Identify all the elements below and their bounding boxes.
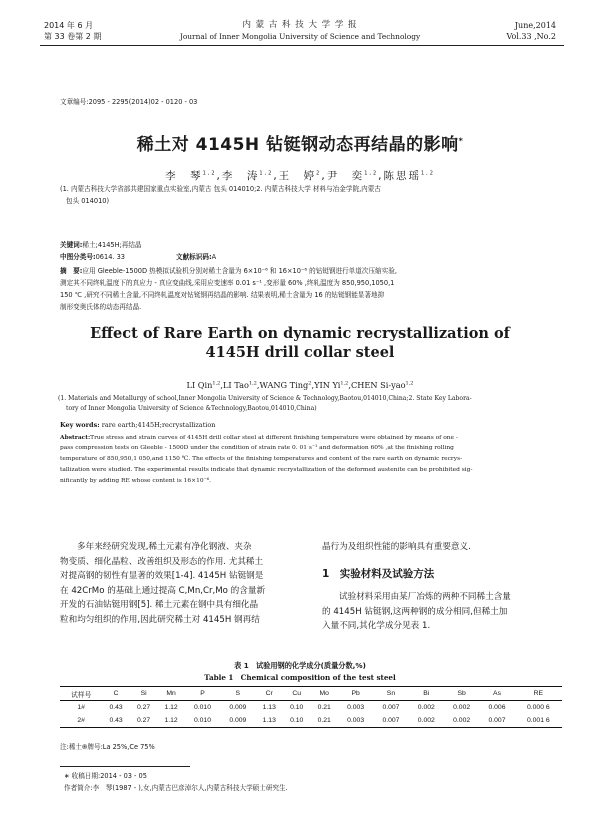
keywords-en-label: Key words: — [60, 421, 100, 429]
author-affil: 1,2 — [420, 170, 435, 177]
abstract-cn-line3: 150 ℃ ,研究不同稀土含量,不同终轧温度对钻铤钢再结晶的影响. 结果表明,稀土含量为 16 的钻铤钢能显著地抑 — [60, 291, 385, 299]
table-cell: 0.002 — [417, 704, 435, 711]
body-right-intro: 晶行为及组织性能的影响具有重要意义. — [322, 542, 471, 552]
author-en: LI Tao — [222, 380, 249, 390]
table-header-cell: S — [235, 690, 241, 697]
article-number: 文章编号:2095 - 2295(2014)02 - 0120 - 03 — [60, 98, 198, 106]
authors-en: LI Qin$^{1,2}$,LI Tao$^{1,2}$,WANG Ting$^2$,YIN Yi$^{1,2}$,CHEN Si-yao$^{1,2}$ — [186, 380, 414, 390]
abstract-en-line2: pass compression tests on Gleeble - 1500D under the condition of strain rate 0. 01 s⁻¹ and deformation 60% ,at the finishing rolling — [60, 445, 454, 451]
abstract-en-line5: nificantly by adding RE whose content is 16×10⁻⁶. — [60, 478, 211, 484]
title-en-line2: 4145H drill collar steel — [205, 344, 395, 361]
body-left-line: 多年来经研究发现,稀土元素有净化钢液、夹杂 — [77, 542, 252, 552]
footnote-received — [64, 771, 147, 782]
table-cell: 0.43 — [109, 717, 123, 724]
title-cn-footnote-mark: * — [458, 136, 464, 146]
author-affil: 1,2 — [248, 380, 257, 387]
table-cell: 0.006 — [488, 704, 506, 711]
author-affil: 2 — [316, 170, 322, 177]
affiliation-cn-line1: (1. 内蒙古科技大学省部共建国家重点实验室,内蒙古 包头 014010;2. 内蒙古科技大学 材料与冶金学院,内蒙古 — [60, 185, 381, 193]
table-cell: 1.13 — [262, 717, 276, 724]
table-header-cell: Mo — [319, 690, 329, 697]
table-header-cell: Sn — [386, 690, 396, 697]
table-cell: 0.002 — [453, 717, 471, 724]
table-cell: 0.010 — [193, 704, 211, 711]
header-date-cn: 2014 年 6 月 — [44, 21, 94, 30]
author-affil: 2 — [308, 380, 312, 387]
table-cell: 0.009 — [229, 717, 247, 724]
table-cell: 0.10 — [290, 717, 304, 724]
table-cell: 0.001 6 — [526, 717, 550, 724]
body-right-line: 的 4145H 钻铤钢,这两种钢的成分相同,但稀土加 — [322, 606, 508, 617]
body-left-line: 对提高钢的韧性有显著的效果[1-4]. 4145H 钻铤钢是 — [60, 571, 264, 581]
doc-code-label: 文献标识码: — [176, 253, 212, 261]
table-cell: 0.27 — [136, 704, 151, 711]
abstract-en-line3: temperature of 850,950,1 050,and 1150 ℃. The effects of the finishing temperatures and content of the rare earth on dynamic recrys- — [60, 456, 463, 462]
table-header-cell: Bi — [423, 690, 430, 697]
body-left-line: 在 42CrMo 的基础上通过提高 C,Mn,Cr,Mo 的含量新 — [60, 585, 266, 596]
doc-code-value: A — [211, 253, 217, 261]
table-header-cell: Mn — [166, 690, 176, 697]
clc-value: 0614. 33 — [95, 253, 125, 261]
table-cell: 0.000 6 — [526, 704, 550, 711]
table-cell: 2# — [77, 717, 85, 724]
author-en: LI Qin — [186, 380, 213, 390]
table-cell: 1.13 — [262, 704, 276, 711]
table-header-row — [60, 687, 562, 701]
header-journal-en: Journal of Inner Mongolia University of Science and Technology — [179, 32, 421, 41]
table-cell: 1.12 — [164, 704, 178, 711]
keywords-cn-label: 关键词: — [60, 241, 83, 249]
title-cn-text: 稀土对 4145H 钻铤钢动态再结晶的影响 — [136, 135, 459, 155]
table-cell: 0.003 — [347, 717, 365, 724]
header-journal-cn: 内 蒙 古 科 技 大 学 学 报 — [242, 20, 358, 30]
table-header-cell: C — [113, 690, 119, 697]
table-cell: 0.27 — [136, 717, 151, 724]
abstract-cn-line2: 测定其不同终轧温度下的真应力 - 真应变曲线,采用应变速率 0.01 s⁻¹ ,变形量 60% ,终轧温度为 850,950,1050,1 — [60, 279, 395, 287]
table-cell: 0.010 — [193, 717, 211, 724]
table-row — [60, 714, 562, 728]
table-header-cell: Pb — [351, 690, 360, 697]
author-affil: 1,2 — [340, 380, 349, 387]
abstract-en-label: Abstract: — [60, 434, 91, 441]
abstract-cn-line4: 制形变奥氏体的动态再结晶. — [60, 303, 142, 311]
doc-code-line — [176, 252, 216, 263]
table-note: 注:稀土֎牌号:La 25%,Ce 75% — [60, 743, 155, 751]
footnote-rule — [60, 766, 190, 767]
table-caption-cn: 表 1 试验用钢的化学成分(质量分数,%) — [234, 661, 366, 670]
author-cn: 尹 奕 — [326, 170, 365, 182]
table-cell: 0.43 — [109, 704, 123, 711]
table-cell: 0.21 — [317, 704, 331, 711]
title-en-line1: Effect of Rare Earth on dynamic recrystallization of — [90, 325, 510, 342]
affiliation-cn-line2: 包头 014010) — [66, 197, 110, 205]
author-en: WANG Ting — [259, 380, 309, 390]
author-cn: 李 琴 — [165, 170, 203, 182]
footnote-star-icon: ∗ — [64, 772, 72, 780]
abstract-en-text: True stress and strain curves of 4145H drill collar steel at different finishing temperature were obtained by means of one - — [90, 435, 458, 441]
table-header-cell: P — [200, 690, 205, 697]
author-cn: 陈思瑶 — [383, 170, 421, 182]
body-left-line: 物变质、细化晶粒、改善组织及形态的作用. 尤其稀土 — [60, 556, 264, 567]
table-cell: 0.009 — [229, 704, 247, 711]
author-en: CHEN Si-yao — [350, 380, 406, 390]
table-cell: 1# — [77, 704, 85, 711]
header-volume-en: Vol.33 ,No.2 — [506, 32, 556, 41]
table-cell: 0.003 — [347, 704, 365, 711]
keywords-cn — [60, 240, 142, 251]
abstract-en-line4: tallization were studied. The experimental results indicate that dynamic recrystallization of the deformed austenite can be prohibited sig- — [60, 467, 473, 473]
clc-line — [60, 252, 125, 263]
table-cell: 0.002 — [417, 717, 435, 724]
keywords-en — [60, 420, 215, 430]
body-right-line: 试验材料采用由某厂冶炼的两种不同稀土含量 — [339, 592, 511, 602]
title-cn — [0, 130, 600, 155]
authors-cn: 李 琴$^{1,2}$,李 涛$^{1,2}$,王 婷$^2$,尹 奕$^{1,2}$,陈思瑶$^{1,2}$ — [165, 170, 435, 182]
body-left-column — [60, 540, 310, 627]
author-affil: 1,2 — [202, 170, 217, 177]
affiliation-en-line2: tory of Inner Mongolia University of Science &Technology,Baotou,014010,China) — [66, 405, 317, 412]
author-cn: 李 涛 — [221, 170, 260, 182]
table-header-cell: RE — [533, 690, 544, 697]
composition-table — [60, 686, 562, 728]
header-date-en: June,2014 — [514, 21, 556, 30]
table-header-cell: Si — [140, 690, 147, 697]
keywords-en-text: rare earth;4145H;recrystallization — [101, 421, 216, 429]
author-affil: 1,2 — [405, 380, 414, 387]
table-cell: 0.007 — [382, 717, 400, 724]
author-en: YIN Yi — [314, 380, 341, 390]
body-right-column — [322, 590, 572, 634]
header-rule — [40, 45, 564, 46]
body-right-line: 入量不同,其化学成分见表 1. — [322, 621, 431, 631]
table-cell: 0.21 — [317, 717, 331, 724]
table-header-cell: Sb — [457, 690, 466, 697]
table-header-cell: 试样号 — [70, 690, 92, 699]
footnote-received-text: 收稿日期:2014 - 03 - 05 — [71, 772, 147, 780]
author-affil: 1,2 — [259, 170, 274, 177]
header-volume-cn: 第 33 卷第 2 期 — [44, 32, 102, 41]
table-header-cell: As — [493, 690, 501, 697]
table-cell: 0.10 — [290, 704, 304, 711]
abstract-cn-label: 摘 要: — [60, 267, 83, 275]
table-cell: 0.002 — [453, 704, 471, 711]
section-heading: 1 实验材料及试验方法 — [322, 568, 435, 580]
table-row — [60, 701, 562, 715]
clc-label: 中图分类号: — [60, 253, 96, 261]
abstract-cn-line1 — [60, 266, 560, 277]
body-left-line: 开发的石油钻铤用钢[5]. 稀土元素在钢中具有细化晶 — [60, 600, 259, 610]
table-cell: 0.007 — [382, 704, 400, 711]
author-cn: 王 婷 — [278, 170, 317, 182]
title-en — [0, 324, 600, 362]
table-header-cell: Cr — [265, 690, 273, 697]
footnote-author: 作者简介:李 琴(1987 - ),女,内蒙古巴彦淖尔人,内蒙古科技大学硕士研究生. — [64, 784, 288, 792]
body-left-line: 粒和均匀组织的作用,因此研究稀土对 4145H 钢再结 — [60, 614, 260, 625]
table-header-cell: Cu — [292, 690, 302, 697]
table-caption-en-text: Table 1 Chemical composition of the test steel — [204, 673, 396, 682]
table-caption-en — [0, 673, 600, 683]
author-affil: 1,2 — [212, 380, 221, 387]
keywords-cn-text: 稀土;4145H;再结晶 — [82, 241, 142, 249]
author-affil: 1,2 — [364, 170, 379, 177]
table-cell: 1.12 — [164, 717, 178, 724]
composition-table-wrap — [60, 686, 562, 728]
abstract-cn-text: 应用 Gleeble-1500D 热模拟试验机分别对稀土含量为 6×10⁻⁶ 和 16×10⁻⁶ 的钻铤钢进行单道次压缩实验, — [82, 267, 397, 275]
table-cell: 0.007 — [488, 717, 506, 724]
affiliation-en-line1: (1. Materials and Metallurgy of school,Inner Mongolia University of Science & Technology,Baotou,014010,China;2. State Key Labora- — [58, 395, 472, 402]
